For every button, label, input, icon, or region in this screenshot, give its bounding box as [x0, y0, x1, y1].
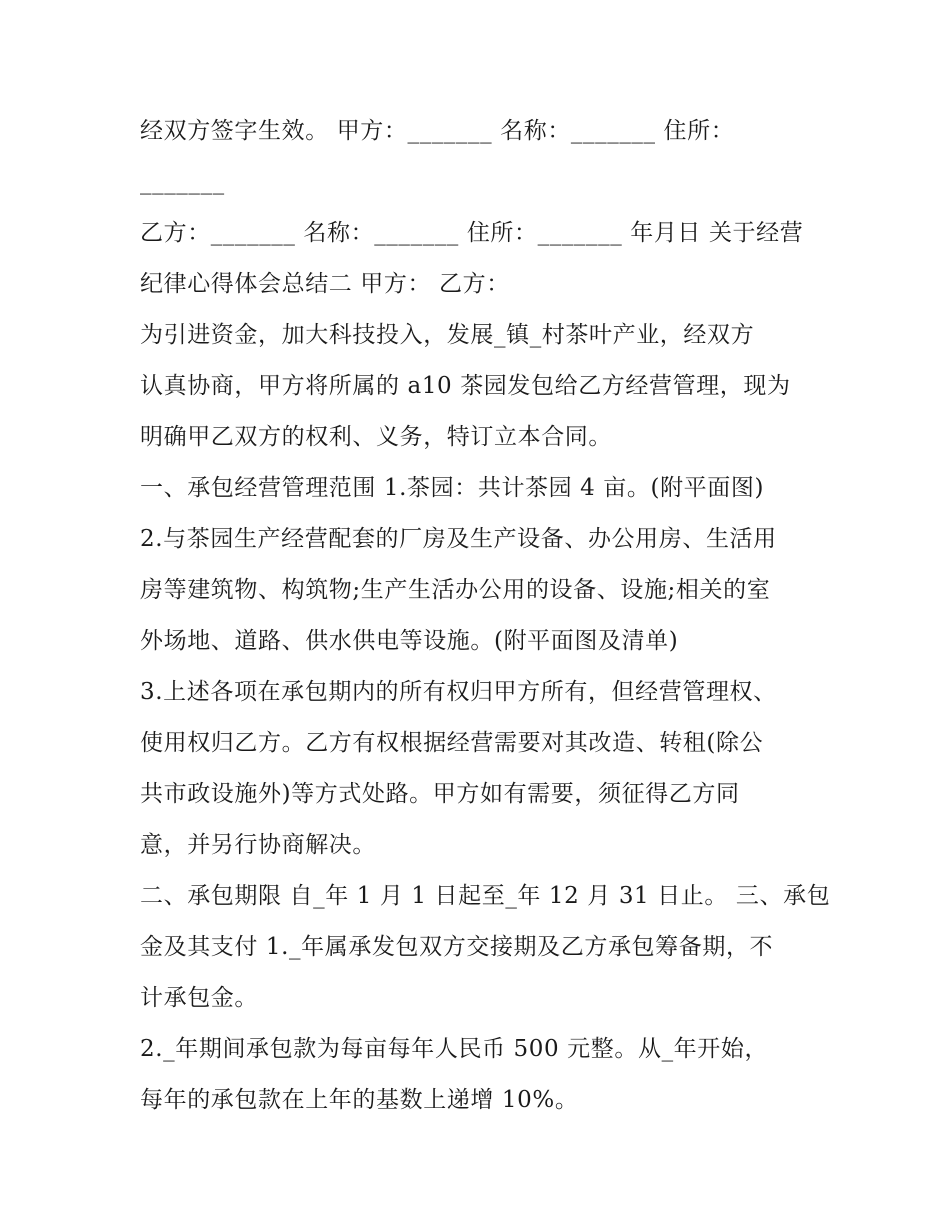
text-line: _______	[140, 169, 225, 195]
text-line: 使用权归乙方。乙方有权根据经营需要对其改造、转租(除公	[140, 730, 764, 756]
text-line: 二、承包期限 自_年 1 月 1 日起至_年 12 月 31 日止。 三、承包	[140, 883, 831, 909]
text-line: 经双方签字生效。 甲方：_______ 名称：_______ 住所：	[140, 118, 735, 144]
text-line: 认真协商，甲方将所属的 a10 茶园发包给乙方经营管理，现为	[140, 373, 791, 399]
document-body	[140, 106, 831, 1126]
text-line: 3.上述各项在承包期内的所有权归甲方所有，但经营管理权、	[140, 679, 777, 705]
text-line: 房等建筑物、构筑物;生产生活办公用的设备、设施;相关的室	[140, 577, 771, 603]
text-line: 意，并另行协商解决。	[140, 832, 376, 858]
text-line: 金及其支付 1._年属承发包双方交接期及乙方承包筹备期，不	[140, 934, 774, 960]
text-line: 计承包金。	[140, 985, 258, 1011]
text-line: 外场地、道路、供水供电等设施。(附平面图及清单)	[140, 628, 679, 654]
text-line: 每年的承包款在上年的基数上递增 10%。	[140, 1087, 579, 1113]
text-line: 2.与茶园生产经营配套的厂房及生产设备、办公用房、生活用	[140, 526, 777, 552]
text-line: 共市政设施外)等方式处路。甲方如有需要，须征得乙方同	[140, 781, 740, 807]
text-line: 明确甲乙双方的权利、义务，特订立本合同。	[140, 424, 612, 450]
text-line: 乙方：_______ 名称：_______ 住所：_______ 年月日 关于经营	[140, 220, 804, 246]
text-line: 纪律心得体会总结二 甲方： 乙方：	[140, 271, 510, 297]
text-line: 一、承包经营管理范围 1.茶园：共计茶园 4 亩。(附平面图)	[140, 475, 765, 501]
text-line: 为引进资金，加大科技投入，发展_镇_村茶叶产业，经双方	[140, 322, 755, 348]
text-line: 2._年期间承包款为每亩每年人民币 500 元整。从_年开始，	[140, 1036, 769, 1062]
